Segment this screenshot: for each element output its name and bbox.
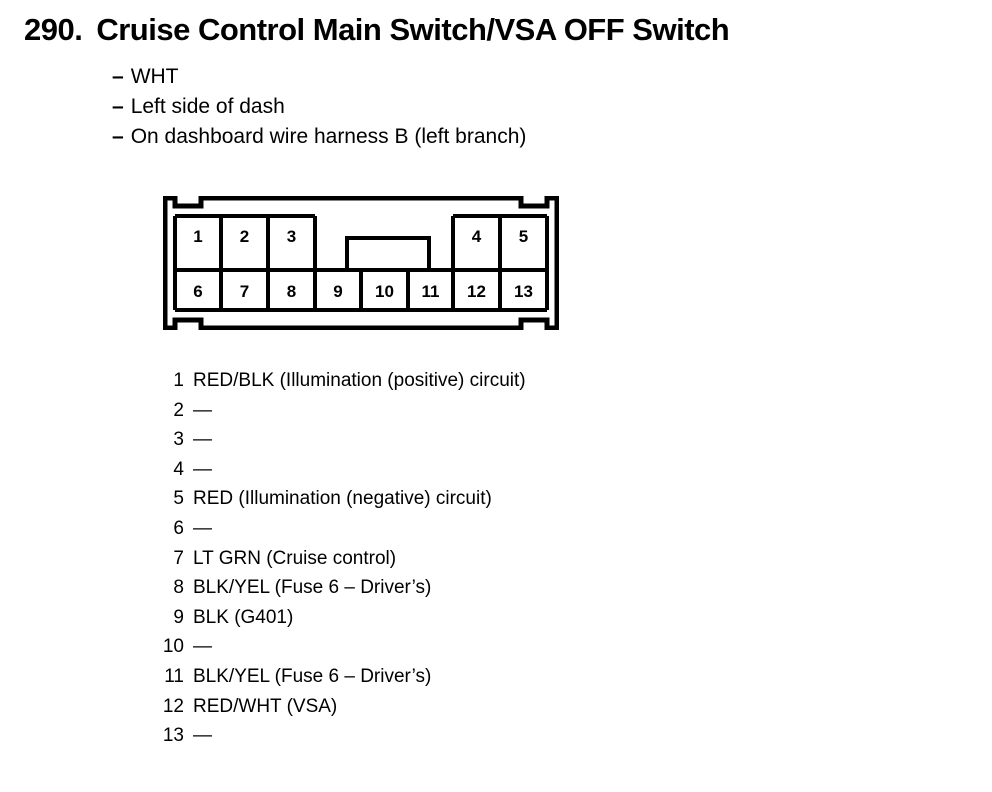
legend-pin-number: 3 <box>173 429 184 451</box>
legend-row <box>152 666 526 696</box>
connector-pin-5: 5 <box>518 227 529 246</box>
legend-row <box>152 577 526 607</box>
connector-pin-1: 1 <box>193 227 203 246</box>
page-title-text: Cruise Control Main Switch/VSA OFF Switch <box>96 12 730 47</box>
legend-pin-description: LT GRN (Cruise control) <box>193 547 397 569</box>
note-item <box>112 62 526 92</box>
connector-pin-9: 9 <box>333 282 343 301</box>
legend-pin-number: 6 <box>173 517 184 539</box>
note-item <box>112 122 526 152</box>
legend-pin-number: 8 <box>173 577 184 599</box>
legend-pin-number: 7 <box>173 547 184 569</box>
note-dash: – <box>112 95 124 118</box>
connector-pin-12: 12 <box>467 282 486 301</box>
legend-pin-description: BLK/YEL (Fuse 6 – Driver’s) <box>193 577 432 599</box>
legend-row <box>152 725 526 755</box>
pin-legend-list <box>152 370 526 755</box>
page-title <box>24 12 729 48</box>
note-text: WHT <box>130 65 179 88</box>
connector-pin-10: 10 <box>375 282 394 301</box>
note-text: On dashboard wire harness B (left branch) <box>130 125 527 148</box>
note-dash: – <box>112 125 124 148</box>
connector-pin-6: 6 <box>193 282 203 301</box>
legend-pin-number: 10 <box>162 636 184 658</box>
note-item <box>112 92 526 122</box>
legend-pin-description: — <box>193 429 212 451</box>
connector-pin-7: 7 <box>239 282 250 301</box>
connector-outline-svg <box>163 196 559 330</box>
legend-pin-number: 2 <box>173 399 184 421</box>
connector-pin-11: 11 <box>421 282 440 301</box>
legend-pin-number: 5 <box>173 488 184 510</box>
legend-pin-description: RED/WHT (VSA) <box>193 695 338 717</box>
legend-pin-description: BLK/YEL (Fuse 6 – Driver’s) <box>193 665 432 687</box>
legend-pin-number: 4 <box>173 458 184 480</box>
connector-pin-13: 13 <box>514 282 533 301</box>
legend-pin-description: — <box>193 399 212 421</box>
legend-row <box>152 548 526 578</box>
connector-pin-3: 3 <box>286 227 297 246</box>
legend-row <box>152 636 526 666</box>
legend-pin-number: 1 <box>173 370 184 391</box>
legend-pin-number: 11 <box>164 665 184 687</box>
legend-row <box>152 607 526 637</box>
legend-pin-description: — <box>193 636 212 658</box>
note-dash: – <box>112 65 124 88</box>
legend-pin-number: 12 <box>162 695 184 717</box>
legend-row <box>152 459 526 489</box>
connector-pin-4: 4 <box>471 227 482 246</box>
legend-pin-description: — <box>193 458 212 480</box>
note-text: Left side of dash <box>130 95 285 118</box>
connector-pin-8: 8 <box>286 282 297 301</box>
legend-pin-description: — <box>193 725 212 747</box>
legend-row <box>152 370 526 400</box>
connector-pin-2: 2 <box>239 227 250 246</box>
legend-row <box>152 518 526 548</box>
legend-row <box>152 488 526 518</box>
legend-pin-description: RED (Illumination (negative) circuit) <box>193 488 492 510</box>
legend-pin-description: BLK (G401) <box>193 606 294 628</box>
legend-pin-description: RED/BLK (Illumination (positive) circuit) <box>193 370 526 391</box>
legend-pin-number: 13 <box>162 725 184 747</box>
page-title-number: 290. <box>24 12 83 47</box>
notes-list <box>112 62 526 152</box>
legend-pin-number: 9 <box>173 606 184 628</box>
legend-row <box>152 429 526 459</box>
legend-pin-description: — <box>193 517 212 539</box>
connector-diagram <box>163 196 559 330</box>
legend-row <box>152 400 526 430</box>
legend-row <box>152 696 526 726</box>
